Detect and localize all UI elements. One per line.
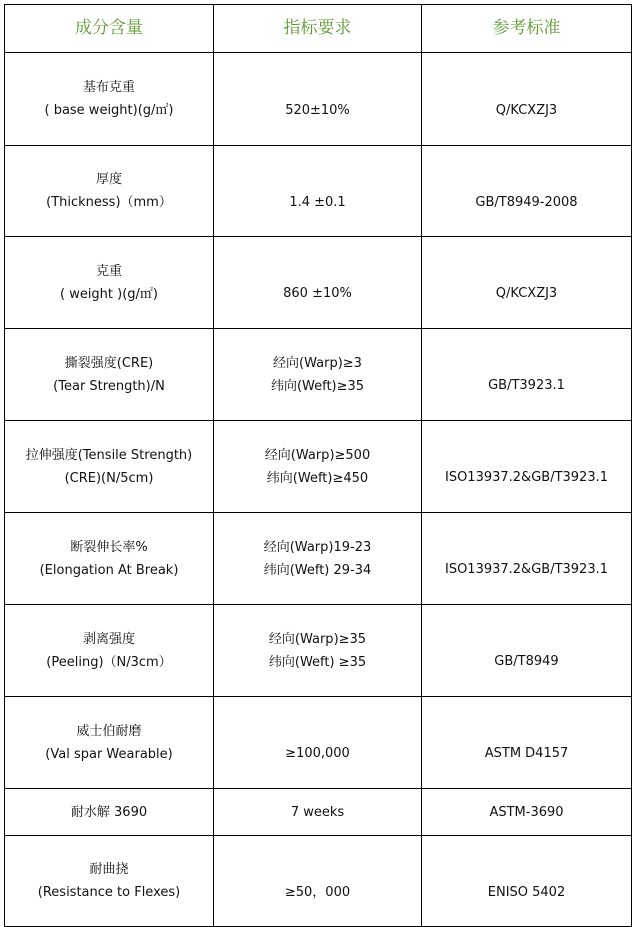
standard-cell <box>422 146 632 237</box>
standard-cell <box>422 697 632 789</box>
property-cell-line: 基布克重 <box>82 80 135 95</box>
standard-cell <box>422 421 632 513</box>
requirement-cell <box>214 421 422 513</box>
property-cell-line: (Thickness)（mm） <box>46 195 172 210</box>
standard-cell <box>422 53 632 146</box>
requirement-cell-line: 经向(Warp)≥35 <box>268 631 367 647</box>
header-composition: 成分含量 <box>5 5 214 53</box>
standard-value: GB/T3923.1 <box>488 378 565 393</box>
property-cell-line: ( weight )(g/㎡) <box>59 286 158 302</box>
standard-value: ASTM-3690 <box>489 804 564 820</box>
property-cell-line: 耐曲挠 <box>89 862 129 877</box>
requirement-cell <box>214 53 422 146</box>
standard-cell <box>422 836 632 927</box>
requirement-cell <box>214 697 422 789</box>
property-cell-line: 厚度 <box>95 172 122 187</box>
requirement-cell <box>214 605 422 697</box>
table-row <box>5 329 632 421</box>
spec-body <box>5 53 632 927</box>
requirement-cell-line: 经向(Warp)19-23 <box>263 539 372 555</box>
table-row <box>5 605 632 697</box>
property-cell-line: 撕裂强度(CRE) <box>64 355 154 371</box>
standard-value: ENISO 5402 <box>487 884 566 900</box>
table-row <box>5 237 632 329</box>
standard-cell <box>422 513 632 605</box>
property-cell-line: (CRE)(N/5cm) <box>64 470 154 486</box>
property-cell <box>5 697 214 789</box>
property-cell-line: (Elongation At Break) <box>39 562 179 578</box>
requirement-cell <box>214 237 422 329</box>
property-cell-line: 拉伸强度(Tensile Strength) <box>25 447 193 463</box>
requirement-cell <box>214 513 422 605</box>
property-cell-line: (Tear Strength)/N <box>53 378 165 394</box>
table-row <box>5 789 632 836</box>
table-row <box>5 146 632 237</box>
spec-table <box>4 4 632 927</box>
requirement-cell-line: ≥50，000 <box>284 884 351 900</box>
property-cell <box>5 329 214 421</box>
property-cell-line: ( base weight)(g/㎡) <box>44 103 174 118</box>
requirement-cell-line: 经向(Warp)≥3 <box>273 355 362 371</box>
requirement-cell-line: 经向(Warp)≥500 <box>264 447 371 463</box>
requirement-cell-line: 纬向(Weft)≥450 <box>266 470 369 486</box>
table-row <box>5 836 632 927</box>
table-row <box>5 513 632 605</box>
property-cell-line: 克重 <box>95 263 122 279</box>
property-cell <box>5 53 214 146</box>
requirement-cell <box>214 789 422 836</box>
property-cell-line: 剥离强度 <box>82 631 135 647</box>
property-cell <box>5 605 214 697</box>
requirement-cell-line: 7 weeks <box>290 804 345 820</box>
requirement-cell-line: 纬向(Weft) 29-34 <box>263 562 372 578</box>
table-row <box>5 53 632 146</box>
property-cell <box>5 836 214 927</box>
requirement-cell <box>214 146 422 237</box>
property-cell <box>5 513 214 605</box>
requirement-cell-line: 520±10% <box>285 102 350 118</box>
standard-cell <box>422 605 632 697</box>
property-cell-line: 耐水解 3690 <box>70 804 148 820</box>
standard-value: Q/KCXZJ3 <box>495 102 558 118</box>
standard-value: ISO13937.2&GB/T3923.1 <box>444 470 608 485</box>
property-cell-line: (Val spar Wearable) <box>45 746 173 762</box>
header-row <box>5 5 632 53</box>
standard-cell <box>422 237 632 329</box>
table-row <box>5 697 632 789</box>
header-requirement: 指标要求 <box>214 5 422 53</box>
standard-value: GB/T8949 <box>494 654 559 669</box>
requirement-cell <box>214 329 422 421</box>
requirement-cell-line: 纬向(Weft) ≥35 <box>268 654 367 670</box>
requirement-cell-line: 1.4 ±0.1 <box>289 194 346 210</box>
header-standard: 参考标准 <box>422 5 632 53</box>
standard-cell <box>422 329 632 421</box>
property-cell <box>5 237 214 329</box>
requirement-cell-line: ≥100,000 <box>285 746 350 761</box>
standard-value: ISO13937.2&GB/T3923.1 <box>444 562 608 577</box>
table-row <box>5 421 632 513</box>
standard-cell <box>422 789 632 836</box>
requirement-cell-line: 纬向(Weft)≥35 <box>270 378 365 394</box>
standard-value: Q/KCXZJ3 <box>495 286 558 301</box>
property-cell-line: (Peeling)（N/3cm） <box>46 654 172 670</box>
property-cell <box>5 146 214 237</box>
standard-value: GB/T8949-2008 <box>475 194 578 210</box>
requirement-cell-line: 860 ±10% <box>283 286 352 301</box>
property-cell-line: (Resistance to Flexes) <box>37 885 181 900</box>
standard-value: ASTM D4157 <box>484 746 569 761</box>
property-cell <box>5 789 214 836</box>
requirement-cell <box>214 836 422 927</box>
property-cell <box>5 421 214 513</box>
property-cell-line: 威士伯耐磨 <box>76 723 142 739</box>
property-cell-line: 断裂伸长率% <box>70 539 148 555</box>
